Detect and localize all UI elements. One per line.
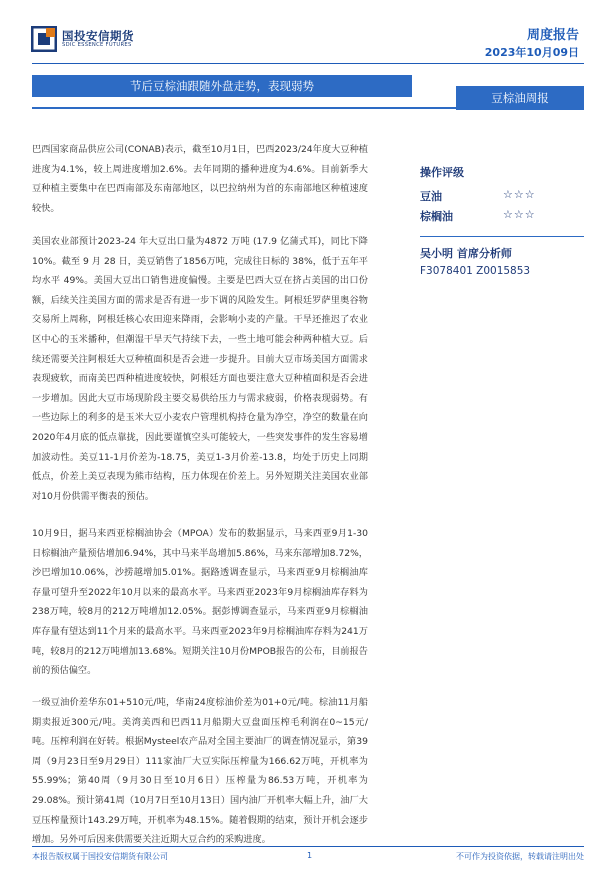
paragraph-brazil-planting: 巴西国家商品供应公司(CONAB)表示，截至10月1日，巴西2023/24年度大豆种植进度为4.1%，较上周进度增加2.6%。去年同期的播种进度为4.6%。目前新季大豆种植主要集中在巴西南部及东南部地区，以巴拉纳州为首的东南部地区种植速度较快。: [32, 144, 368, 214]
rating-row-soy-oil: [420, 188, 590, 208]
rating-row-palm-oil: [420, 208, 590, 228]
header-divider: [32, 63, 584, 64]
report-category-tag: 豆棕油周报: [456, 86, 584, 110]
footer-divider: [32, 846, 584, 847]
banner-divider: [32, 107, 584, 109]
report-title-banner: 节后豆棕油跟随外盘走势，表现弱势: [32, 75, 412, 97]
report-date: 2023年10月09日: [484, 46, 579, 59]
sidebar-rating-panel: [420, 164, 590, 277]
star-rating-icon: ☆☆☆: [503, 188, 536, 201]
paragraph-malaysia-palm: 10月9日，据马来西亚棕榈油协会（MPOA）发布的数据显示，马来西亚9月1-30日棕榈油产量预估增加6.94%，其中马来半岛增加5.86%，马来东部增加8.72%，沙巴增加10.06%，沙捞越增加5.01%。据路透调查显示，马来西亚9月棕榈油库存量可望升至2022年10月以来的最高水平。马来西亚2023年9月棕榈油库存料为238万吨，较8月的212万吨增加12.05%。据彭博调查显示，马来西亚9月棕榈油库存量有望达到11个月来的最高水平。马来西亚2023年9月棕榈油库存料为241万吨，较8月的212万吨增加13.68%。短期关注10月份MPOB报告的公布，目前报告前的预估偏空。: [32, 528, 368, 677]
report-type: 周度报告: [526, 28, 579, 43]
rating-title: 操作评级: [420, 166, 464, 179]
company-logo: [31, 26, 181, 52]
disclaimer-notice: 不可作为投资依据，转载请注明出处: [456, 852, 584, 861]
star-rating-icon: ☆☆☆: [503, 208, 536, 221]
paragraph-crush-margins: 一级豆油价差华东01+510元/吨，华南24度棕油价差为01+0元/吨。棕油11月船期卖报近300元/吨。美湾美西和巴西11月船期大豆盘面压榨毛利润在0~15元/吨。压榨利润在好转。根据Mysteel农产品对全国主要油厂的调查情况显示，第39周（9月23日至9月29日）111家油厂大豆实际压榨量为166.62万吨，开机率为55.99%；第40周（9月30日至10月6日）压榨量为86.53万吨，开机率为29.08%。预计第41周（10月7日至10月13日）国内油厂开机率大幅上升，油厂大豆压榨量预计143.29万吨，开机率为48.15%。随着假期的结束，预计开机会逐步增加。另外可后因来供需要关注近期大豆合约的采购进度。: [32, 697, 368, 846]
rating-label: 棕榈油: [420, 210, 453, 223]
paragraph-us-soy-exports: 美国农业部预计2023-24 年大豆出口量为4872 万吨 (17.9 亿蒲式耳)，同比下降 10%。截至 9 月 28 日，美豆销售了1856万吨，完成往日标的 38%，低于五年平均水平 49%。美国大豆出口销售进度偏慢。主要是巴西大豆在挤占美国的出口份额，后续关注美国方面的需求是否有进一步下调的风险发生。阿根廷罗萨里奥谷物交易所上周称，阿根廷核心农田迎来降雨，会影响小麦的产量。干旱还推迟了农业区中心的玉米播种，但潮湿干旱天气持续下去，一些土地可能会种两种植大豆。后续还需要关注阿根廷大豆种植面积是否会进一步提升。目前大豆市场美国方面需求表现疲软，而南美巴西种植进度较快，阿根廷方面也要注意大豆种植面积是否会进一步增加。因此大豆市场现阶段主要交易供给压力与需求疲弱，价格表现弱势。有一些边际上的利多的是玉米大豆小麦农户管理机构持仓量为净空，净空的数量在向2020年4月底的低点靠拢，因此要谨慎空头可能较大，一些突发事件的发生容易增加波动性。美豆11-1月价差为-18.75，美豆1-3月价差-13.8，均处于历史上同期低点，价差上美豆表现为熊市结构，压力体现在价差上。另外短期关注美国农业部对10月份供需平衡表的预估。: [32, 236, 368, 502]
page-number: 1: [307, 851, 313, 860]
copyright-notice: 本报告版权属于国投安信期货有限公司: [32, 852, 168, 861]
analyst-name: 吴小明 首席分析师: [420, 247, 512, 260]
rating-label: 豆油: [420, 190, 442, 203]
logo-text-cn: 国投安信期货: [62, 29, 134, 43]
sidebar-divider: [420, 236, 584, 237]
logo-text-en: SDIC ESSENCE FUTURES: [62, 42, 132, 48]
analyst-certificate: F3078401 Z0015853: [420, 265, 531, 277]
logo-icon: [31, 26, 57, 52]
